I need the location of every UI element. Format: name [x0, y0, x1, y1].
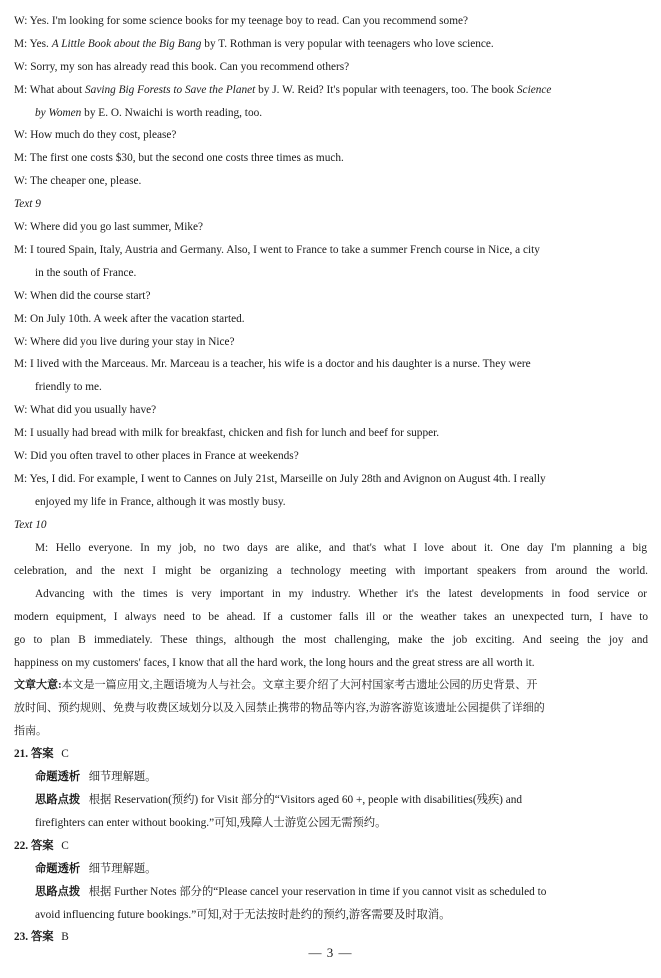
dialogue-line: M: I lived with the Marceaus. Mr. Marceau is a teacher, his wife is a doctor and his daughter is a nurse. They were [14, 358, 531, 370]
dialogue-line: M: Yes. A Little Book about the Big Bang by T. Rothman is very popular with teenagers who love science. [14, 38, 494, 50]
dialogue-line-continuation: friendly to me. [35, 381, 102, 393]
dialogue-line: W: How much do they cost, please? [14, 129, 177, 141]
dialogue-line: M: Yes, I did. For example, I went to Cannes on July 21st, Marseille on July 28th and Avignon on August 4th. I really [14, 473, 546, 485]
dialogue-line: M: I toured Spain, Italy, Austria and Germany. Also, I went to France to take a summer French course in Nice, a city [14, 244, 540, 256]
answer-line: 21. 答案 C [14, 748, 69, 760]
dialogue-line: W: Sorry, my son has already read this book. Can you recommend others? [14, 61, 350, 73]
answer-line: 23. 答案 B [14, 931, 69, 943]
dialogue-line: W: Where did you go last summer, Mike? [14, 221, 204, 233]
answer-line: 22. 答案 C [14, 840, 69, 852]
section-heading: Text 10 [14, 519, 47, 531]
page-number: — 3 — [308, 945, 353, 960]
dialogue-line-continuation: in the south of France. [35, 267, 137, 279]
dialogue-line: M: I usually had bread with milk for breakfast, chicken and fish for lunch and beef for supper. [14, 427, 440, 439]
analysis-line: 命题透析 细节理解题。 [35, 863, 157, 875]
dialogue-line: W: Did you often travel to other places in France at weekends? [14, 450, 299, 462]
dialogue-line: M: The first one costs $30, but the second one costs three times as much. [14, 152, 344, 164]
dialogue-line: W: Where did you live during your stay in Nice? [14, 336, 235, 348]
reasoning-line-continuation: firefighters can enter without booking.”可知,残障人士游览公园无需预约。 [35, 817, 387, 829]
paragraph-line: Advancing with the times is very important in my industry. Whether it's the latest developments in food service or [35, 588, 647, 600]
paragraph-line: go to plan B immediately. These things, although the most challenging, make the job exciting. And seeing the joy and [14, 634, 648, 646]
section-heading: Text 9 [14, 198, 41, 210]
analysis-line: 命题透析 细节理解题。 [35, 771, 157, 783]
dialogue-line-continuation: by Women by E. O. Nwaichi is worth reading, too. [35, 107, 263, 119]
reasoning-line: 思路点拨 根据 Further Notes 部分的“Please cancel your reservation in time if you cannot visit as scheduled to [35, 886, 547, 898]
summary-line: 文章大意:本文是一篇应用文,主题语境为人与社会。文章主要介绍了大河村国家考古遗址公园的历史背景、开 [14, 679, 538, 691]
dialogue-line: M: On July 10th. A week after the vacation started. [14, 313, 245, 325]
paragraph-line: modern equipment, I always need to be ahead. If a customer falls ill or the weather takes an unexpected turn, I have to [14, 611, 648, 623]
dialogue-line: W: What did you usually have? [14, 404, 157, 416]
summary-line: 放时间、预约规则、免费与收费区域划分以及入园禁止携带的物品等内容,为游客游览该遗址公园提供了详细的 [14, 702, 545, 714]
reasoning-line: 思路点拨 根据 Reservation(预约) for Visit 部分的“Visitors aged 60 +, people with disabilities(残疾) and [35, 794, 523, 806]
paragraph-line: M: Hello everyone. In my job, no two days are alike, and that's what I love about it. One day I'm planning a big [35, 542, 647, 554]
paragraph-line: celebration, and the next I might be organizing a technology meeting with important speakers from around the world. [14, 565, 648, 577]
paragraph-line: happiness on my customers' faces, I know that all the hard work, the long hours and the great stress are all worth it. [14, 657, 535, 669]
summary-line: 指南。 [14, 725, 47, 737]
dialogue-line: W: When did the course start? [14, 290, 151, 302]
dialogue-line-continuation: enjoyed my life in France, although it was mostly busy. [35, 496, 286, 508]
reasoning-line-continuation: avoid influencing future bookings.”可知,对于无法按时赴约的预约,游客需要及时取消。 [35, 909, 451, 921]
dialogue-line: W: Yes. I'm looking for some science books for my teenage boy to read. Can you recommend some? [14, 15, 469, 27]
dialogue-line: W: The cheaper one, please. [14, 175, 142, 187]
dialogue-line: M: What about Saving Big Forests to Save the Planet by J. W. Reid? It's popular with teenagers, too. The book Science [14, 84, 552, 96]
